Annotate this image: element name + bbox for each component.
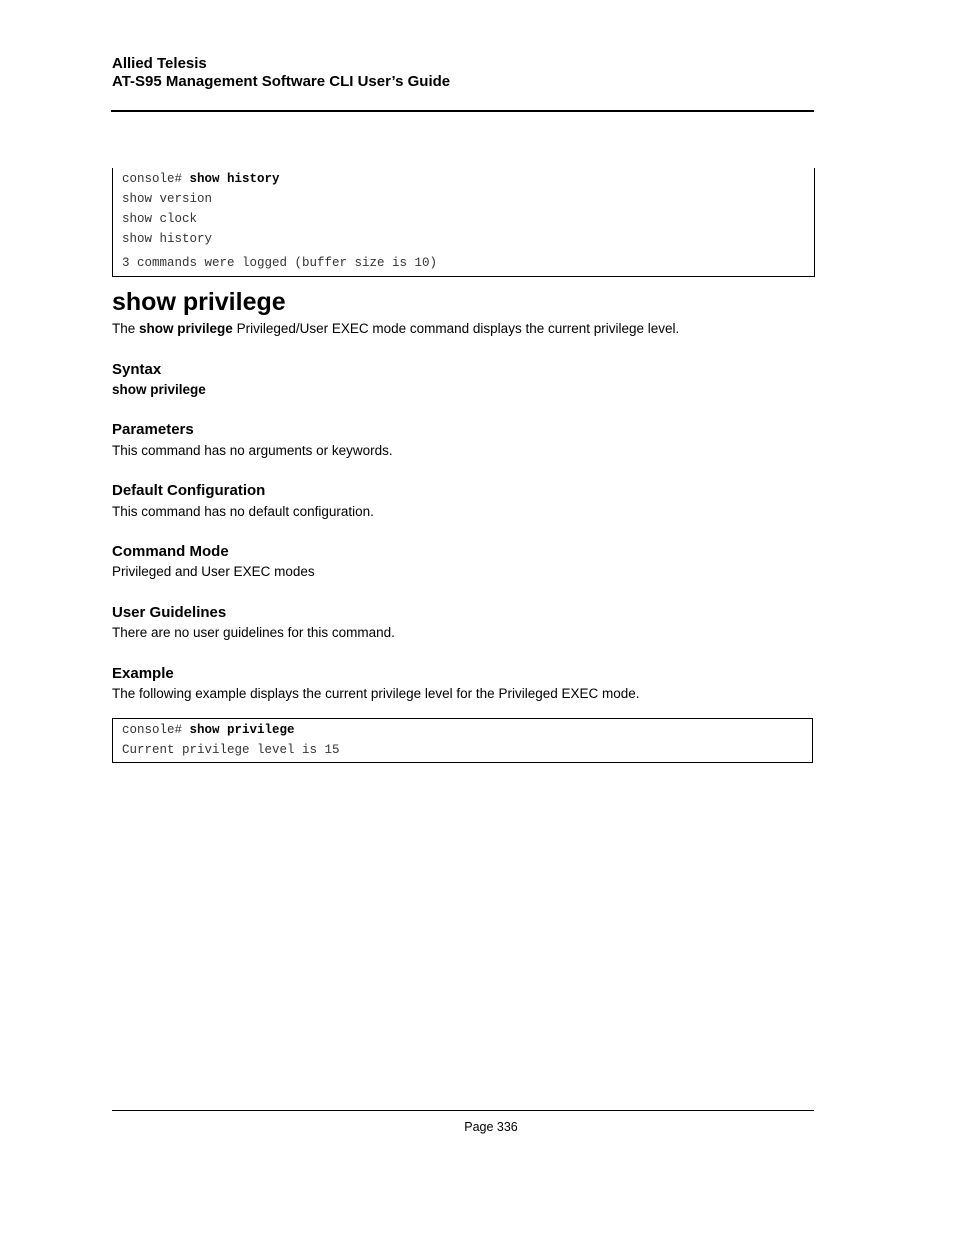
syntax-text: show privilege (112, 382, 206, 397)
history-output-line: show history (122, 232, 213, 246)
command-mode-text: Privileged and User EXEC modes (112, 564, 315, 579)
console-prompt: console# (122, 172, 183, 186)
section-title: show privilege (112, 288, 286, 316)
header-divider (111, 110, 814, 112)
console-prompt: console# (122, 723, 183, 737)
privilege-code-block (112, 718, 813, 763)
privilege-command: show privilege (189, 723, 295, 737)
intro-suffix: Privileged/User EXEC mode command displays the current privilege level. (236, 321, 680, 336)
history-command-line (122, 171, 280, 187)
history-output-line: show clock (122, 212, 198, 226)
history-code-block (112, 168, 815, 277)
page-header (112, 55, 814, 91)
example-heading: Example (112, 665, 174, 682)
privilege-command-line (122, 722, 295, 738)
example-text: The following example displays the current privilege level for the Privileged EXEC mode. (112, 686, 640, 701)
command-mode-heading: Command Mode (112, 543, 229, 560)
history-command: show history (189, 172, 280, 186)
syntax-heading: Syntax (112, 361, 162, 378)
privilege-output-line: Current privilege level is 15 (122, 743, 340, 757)
page-number: Page 336 (464, 1120, 518, 1134)
section-intro (112, 320, 679, 337)
user-guidelines-text: There are no user guidelines for this command. (112, 625, 395, 640)
intro-command: show privilege (139, 321, 233, 336)
company-name: Allied Telesis (112, 55, 207, 72)
parameters-text: This command has no arguments or keywords. (112, 443, 393, 458)
history-summary-line: 3 commands were logged (buffer size is 10) (122, 256, 438, 270)
default-configuration-text: This command has no default configuration. (112, 504, 374, 519)
footer-divider (112, 1110, 814, 1111)
user-guidelines-heading: User Guidelines (112, 604, 227, 621)
guide-title: AT-S95 Management Software CLI User’s Guide (112, 73, 451, 90)
history-output-line: show version (122, 192, 213, 206)
intro-prefix: The (112, 321, 136, 336)
default-configuration-heading: Default Configuration (112, 482, 266, 499)
parameters-heading: Parameters (112, 421, 194, 438)
